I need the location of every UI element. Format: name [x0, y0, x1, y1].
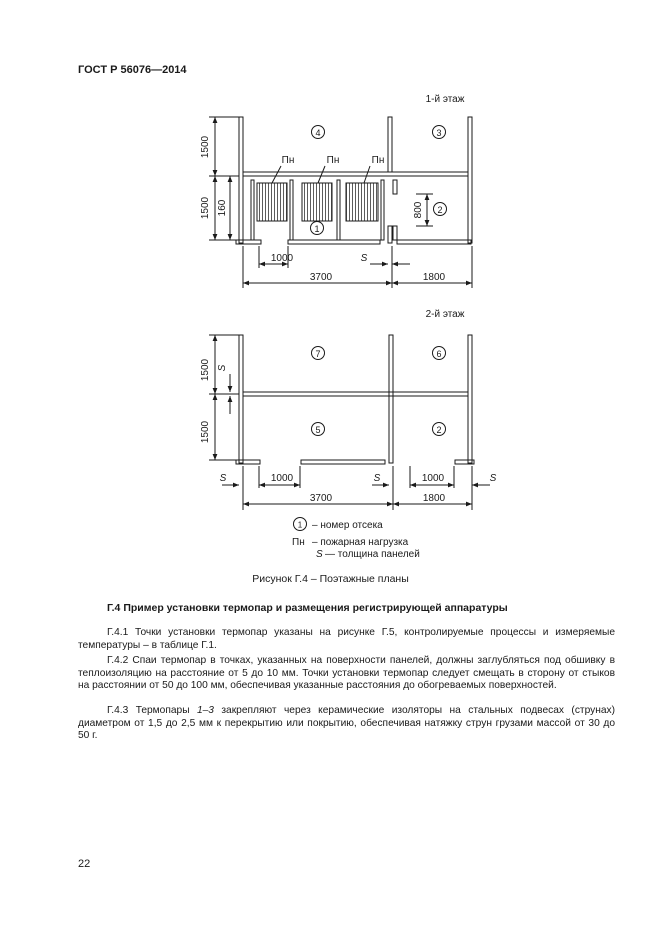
- dim-label: 1800: [422, 272, 446, 283]
- floor2-vertical-dims: [209, 335, 239, 460]
- floor1-label: 1-й этаж: [425, 94, 465, 105]
- compartment-number: 2: [437, 205, 443, 215]
- fire-load-label: Пн: [281, 155, 295, 166]
- dim-label: 1000: [421, 473, 445, 484]
- paragraph: Г.4.1 Точки установки термопар указаны на рисунке Г.5, контролируемые процессы и измеряемые температуры – в таблице Г.1.: [78, 627, 615, 651]
- compartment-number: 2: [436, 425, 442, 435]
- dim-label: 1500: [200, 196, 211, 220]
- dim-label: S: [217, 364, 228, 372]
- legend-thickness-text: — толщина панелей: [325, 549, 420, 560]
- dim-label: 1800: [422, 493, 446, 504]
- paragraph: [78, 705, 615, 743]
- dim-label: S: [360, 253, 368, 264]
- dim-label: 800: [413, 201, 424, 219]
- dim-label: S: [373, 473, 381, 484]
- dim-label: 1500: [200, 420, 211, 444]
- dim-label: 3700: [309, 272, 333, 283]
- fire-loads: [257, 166, 378, 221]
- thermocouple-numbers: 1–3: [196, 705, 214, 716]
- paragraph-text: закрепляют через керамические изоляторы на стальных подвесах (струнах) диаметром от 1,5 до 2,5 мм к перекрытию или покрытию, обеспечивая натяжку струн грузами массой от 30 до 50 г.: [78, 705, 615, 741]
- legend-load-symbol: Пн: [292, 537, 305, 548]
- page-number: 22: [78, 858, 91, 870]
- legend-thickness-symbol: S: [316, 549, 323, 560]
- legend-load-text: – пожарная нагрузка: [312, 537, 409, 548]
- dim-label: 1000: [270, 473, 294, 484]
- legend-compartment-text: – номер отсека: [312, 520, 383, 531]
- figure-caption: Рисунок Г.4 – Поэтажные планы: [252, 573, 409, 585]
- compartment-number: 4: [315, 128, 321, 138]
- compartment-number: 1: [314, 224, 320, 234]
- paragraph: Г.4.2 Спаи термопар в точках, указанных на поверхности панелей, должны заглубляться под обшивку в теплоизоляцию на расстояние от 5 до 10 мм. Точки установки термопар следует смещать в сторону от стыков на расстоянии от 50 до 100 мм, обеспечивая указанные расстояния до обогреваемых поверхностей.: [78, 655, 615, 691]
- section-heading: Г.4 Пример установки термопар и размещения регистрирующей аппаратуры: [107, 602, 508, 614]
- compartment-number: 3: [436, 128, 442, 138]
- dim-label: 3700: [309, 493, 333, 504]
- floor2-bottom-dims: [219, 466, 490, 510]
- compartment-number: 5: [315, 425, 321, 435]
- floor2-label: 2-й этаж: [425, 309, 465, 320]
- dim-label: 1500: [200, 135, 211, 159]
- fire-load-label: Пн: [326, 155, 340, 166]
- legend-compartment-symbol: 1: [297, 520, 303, 530]
- dim-label: 1000: [270, 253, 294, 264]
- dim-label: S: [219, 473, 227, 484]
- compartment-number: 7: [315, 349, 321, 359]
- dim-label: 1500: [200, 358, 211, 382]
- figure-legend: [292, 520, 420, 560]
- document-header: ГОСТ Р 56076—2014: [78, 64, 187, 76]
- dim-label: S: [489, 473, 497, 484]
- compartment-number: 6: [436, 349, 442, 359]
- fire-load-label: Пн: [371, 155, 385, 166]
- dim-label: 160: [217, 199, 228, 217]
- paragraph-text: Г.4.3 Термопары: [107, 705, 197, 716]
